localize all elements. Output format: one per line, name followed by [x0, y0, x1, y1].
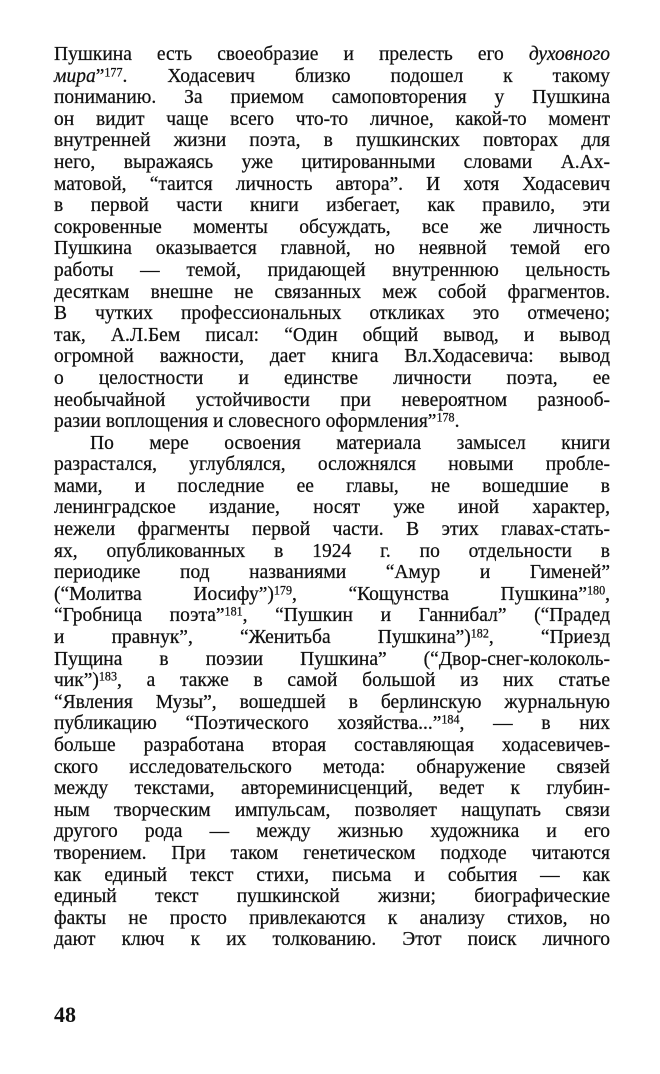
text-line: [54, 411, 610, 433]
text-line: [54, 908, 610, 930]
text-line: [54, 109, 610, 131]
text-span: единый текст пушкинской жизни; биографические: [54, 886, 610, 908]
text-span: пониманию. За приемом самоповторения у Пушкина: [54, 87, 610, 109]
footnote-ref: 184: [441, 712, 460, 727]
text-line: [54, 152, 610, 174]
text-span: как единый текст стихи, письма и события — как: [54, 864, 610, 886]
footnote-ref: 179: [273, 583, 292, 598]
footnote-ref: 181: [224, 605, 243, 619]
text-span: Пушкина есть своеобразие и прелесть его: [54, 44, 529, 65]
text-span: публикацию “Поэтического хозяйства...”: [54, 713, 442, 735]
text-line: [54, 541, 610, 563]
italic-text: духовного: [528, 44, 610, 65]
text-line: [54, 843, 610, 865]
text-span: , “Кощунства Пушкина”: [291, 583, 587, 605]
footnote-ref: 177: [104, 65, 123, 80]
text-line: [54, 303, 610, 325]
text-line: [54, 605, 610, 627]
text-line: [54, 368, 610, 390]
text-span: творением. При таком генетическом подходе читаются: [54, 842, 610, 864]
text-span: , — в них: [459, 713, 610, 735]
text-line: [54, 562, 610, 584]
text-span: факты не просто привлекаются к анализу стихов, но: [54, 907, 610, 929]
text-span: (“Молитва Иосифу”): [54, 583, 274, 605]
text-span: нежели фрагменты первой части. В этих главах-стать-: [54, 519, 610, 541]
text-line: [54, 282, 610, 304]
text-span: сокровенные моменты обсуждать, все же личность: [54, 216, 610, 238]
text-span: В чутких профессиональных откликах это отмечено;: [54, 303, 610, 325]
text-line: [54, 433, 610, 455]
text-span: матовой, “таится личность автора”. И хотя Ходасевич: [54, 173, 610, 195]
text-span: он видит чаще всего что-то личное, какой-то момент: [54, 108, 610, 130]
text-span: . Ходасевич близко подошел к такому: [122, 65, 610, 87]
text-span: ”: [95, 65, 105, 87]
text-span: По мере освоения материала замысел книги: [90, 432, 610, 454]
body-text: [54, 44, 610, 951]
text-span: работы — темой, придающей внутреннюю цельность: [54, 259, 610, 281]
text-span: Пушкина оказывается главной, но неявной темой его: [54, 238, 610, 260]
text-line: [54, 238, 610, 260]
text-line: [54, 130, 610, 152]
text-span: десяткам внешне не связанных меж собой фрагментов.: [54, 281, 610, 303]
text-line: [54, 649, 610, 671]
text-span: , “Пушкин и Ганнибал” (“Прадед: [242, 605, 610, 627]
text-span: ского исследовательского метода: обнаружение связей: [54, 756, 610, 778]
text-span: другого рода — между жизнью художника и его: [54, 821, 610, 843]
text-span: огромной важности, дает книга Вл.Ходасевича: вывод: [54, 346, 610, 368]
text-span: него, выражаясь уже цитированными словами А.Ах-: [54, 151, 610, 173]
text-line: [54, 757, 610, 779]
footnote-ref: 182: [470, 626, 489, 641]
text-span: “Явления Музы”, вошедшей в берлинскую журнальную: [54, 691, 610, 713]
text-line: [54, 692, 610, 714]
text-span: разии воплощения и словесного оформления”: [54, 411, 437, 433]
text-span: необычайной устойчивости при невероятном разнооб-: [54, 389, 610, 411]
text-line: [54, 66, 610, 88]
footnote-ref: 178: [436, 410, 455, 425]
text-span: периодике под названиями “Амур и Гименей”: [54, 562, 610, 584]
text-line: [54, 44, 610, 66]
text-span: внутренней жизни поэта, в пушкинских повторах для: [54, 130, 610, 152]
text-span: так, А.Л.Бем писал: “Один общий вывод, и вывод: [54, 324, 610, 346]
text-span: ,: [605, 583, 610, 605]
page-number: 48: [54, 1002, 76, 1027]
text-span: разрастался, углублялся, осложнялся новыми пробле-: [54, 454, 610, 476]
text-span: о целостности и единстве личности поэта, ее: [54, 367, 610, 389]
footnote-ref: 183: [98, 669, 117, 684]
text-line: [54, 87, 610, 109]
text-line: [54, 821, 610, 843]
text-span: Пущина в поэзии Пушкина” (“Двор-снег-колоколь-: [54, 648, 610, 670]
text-line: [54, 735, 610, 757]
text-line: [54, 325, 610, 347]
text-line: [54, 713, 610, 735]
text-span: “Гробница поэта”: [54, 605, 225, 627]
text-span: в первой части книги избегает, как правило, эти: [54, 195, 610, 217]
text-line: [54, 627, 610, 649]
italic-text: мира: [54, 65, 96, 87]
text-span: чик”): [54, 670, 99, 692]
text-span: мами, и последние ее главы, не вошедшие в: [54, 475, 610, 497]
text-line: [54, 390, 610, 412]
text-line: [54, 778, 610, 800]
text-span: ях, опубликованных в 1924 г. по отдельности в: [54, 540, 610, 562]
text-span: больше разработана вторая составляющая ходасевичев-: [54, 735, 610, 756]
text-line: [54, 174, 610, 196]
text-span: ленинградское издание, носят уже иной характер,: [54, 497, 610, 519]
text-span: , а также в самой большой из них статье: [117, 670, 610, 692]
footnote-ref: 180: [587, 583, 606, 598]
text-span: .: [454, 411, 460, 433]
text-line: [54, 454, 610, 476]
text-line: [54, 800, 610, 822]
text-line: [54, 670, 610, 692]
text-span: ным творческим импульсам, позволяет нащупать связи: [54, 799, 610, 821]
text-line: [54, 929, 610, 951]
text-span: , “Приезд: [488, 627, 610, 649]
text-line: [54, 886, 610, 908]
text-line: [54, 217, 610, 239]
text-line: [54, 865, 610, 887]
text-line: [54, 497, 610, 519]
text-line: [54, 476, 610, 498]
text-span: дают ключ к их толкованию. Этот поиск личного: [54, 929, 610, 951]
text-span: между текстами, автореминисценций, ведет к глубин-: [54, 778, 610, 800]
text-span: и правнук”, “Женитьба Пушкина”): [54, 627, 471, 649]
text-line: [54, 195, 610, 217]
text-line: [54, 519, 610, 541]
text-line: [54, 584, 610, 606]
text-line: [54, 346, 610, 368]
text-line: [54, 260, 610, 282]
